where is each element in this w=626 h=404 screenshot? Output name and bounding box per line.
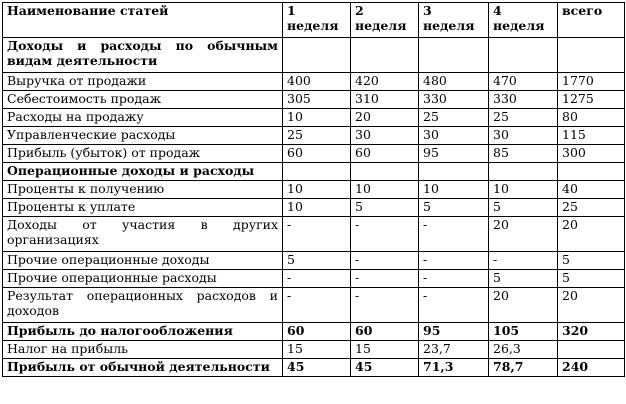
table-row	[3, 73, 625, 91]
cell-week-4: 470	[489, 73, 558, 91]
row-label: Результат операционных расходов и доходов	[3, 288, 283, 323]
cell-week-2: 60	[351, 323, 419, 341]
cell-total: 115	[558, 127, 625, 145]
cell-week-4	[489, 38, 558, 73]
cell-total	[558, 341, 625, 359]
cell-week-4: 20	[489, 288, 558, 323]
cell-week-1	[283, 163, 351, 181]
row-label: Расходы на продажу	[3, 109, 283, 127]
cell-week-1	[283, 38, 351, 73]
row-label: Себестоимость продаж	[3, 91, 283, 109]
row-label: Доходы и расходы по обычным видам деятельности	[3, 38, 283, 73]
cell-total: 20	[558, 288, 625, 323]
row-label: Налог на прибыль	[3, 341, 283, 359]
cell-week-3: 480	[419, 73, 489, 91]
table-body	[3, 38, 625, 377]
cell-week-1: 15	[283, 341, 351, 359]
cell-total: 5	[558, 252, 625, 270]
cell-week-2: 310	[351, 91, 419, 109]
cell-week-1: 400	[283, 73, 351, 91]
cell-week-2: -	[351, 288, 419, 323]
cell-week-2: 30	[351, 127, 419, 145]
cell-week-1: 10	[283, 109, 351, 127]
cell-week-4: 78,7	[489, 359, 558, 377]
cell-total: 300	[558, 145, 625, 163]
cell-week-4: 330	[489, 91, 558, 109]
cell-week-4: -	[489, 252, 558, 270]
cell-week-1: 60	[283, 145, 351, 163]
financial-table	[2, 2, 625, 377]
cell-week-4: 85	[489, 145, 558, 163]
cell-total	[558, 163, 625, 181]
table-row	[3, 217, 625, 252]
cell-week-3: -	[419, 217, 489, 252]
table-row	[3, 163, 625, 181]
cell-week-2: 5	[351, 199, 419, 217]
cell-week-1: 10	[283, 199, 351, 217]
cell-week-4: 20	[489, 217, 558, 252]
cell-week-1: 10	[283, 181, 351, 199]
cell-week-2: -	[351, 270, 419, 288]
cell-week-3: 95	[419, 145, 489, 163]
header-week-1: 1 неделя	[283, 3, 351, 38]
cell-week-2: 60	[351, 145, 419, 163]
cell-week-2	[351, 163, 419, 181]
cell-week-4: 25	[489, 109, 558, 127]
table-row	[3, 181, 625, 199]
cell-week-3: 71,3	[419, 359, 489, 377]
cell-week-3: 5	[419, 199, 489, 217]
cell-week-3: -	[419, 252, 489, 270]
cell-total: 20	[558, 217, 625, 252]
header-week-3: 3 неделя	[419, 3, 489, 38]
cell-week-2: 420	[351, 73, 419, 91]
cell-total	[558, 38, 625, 73]
cell-week-4: 26,3	[489, 341, 558, 359]
cell-week-2: 15	[351, 341, 419, 359]
cell-week-2: -	[351, 252, 419, 270]
cell-week-2: 20	[351, 109, 419, 127]
cell-total: 25	[558, 199, 625, 217]
row-label: Операционные доходы и расходы	[3, 163, 283, 181]
cell-week-1: -	[283, 288, 351, 323]
row-label: Управленческие расходы	[3, 127, 283, 145]
header-week-2: 2 неделя	[351, 3, 419, 38]
row-label: Проценты к уплате	[3, 199, 283, 217]
cell-total: 1275	[558, 91, 625, 109]
cell-week-1: 305	[283, 91, 351, 109]
cell-week-4: 30	[489, 127, 558, 145]
row-label: Прибыль от обычной деятельности	[3, 359, 283, 377]
cell-week-4: 10	[489, 181, 558, 199]
cell-week-1: -	[283, 270, 351, 288]
table-row	[3, 359, 625, 377]
row-label: Прочие операционные доходы	[3, 252, 283, 270]
cell-week-3	[419, 38, 489, 73]
table-row	[3, 323, 625, 341]
header-week-4: 4 неделя	[489, 3, 558, 38]
cell-week-2: 45	[351, 359, 419, 377]
table-row	[3, 38, 625, 73]
row-label: Прочие операционные расходы	[3, 270, 283, 288]
table-row	[3, 270, 625, 288]
row-label: Выручка от продажи	[3, 73, 283, 91]
cell-week-1: 45	[283, 359, 351, 377]
cell-week-3: 10	[419, 181, 489, 199]
cell-week-3: 25	[419, 109, 489, 127]
table-row	[3, 341, 625, 359]
cell-week-2	[351, 38, 419, 73]
cell-total: 40	[558, 181, 625, 199]
cell-week-3: -	[419, 270, 489, 288]
table-row	[3, 288, 625, 323]
cell-week-2: 10	[351, 181, 419, 199]
table-row	[3, 127, 625, 145]
table-row	[3, 199, 625, 217]
header-row	[3, 3, 625, 38]
cell-week-3: 95	[419, 323, 489, 341]
cell-week-1: 60	[283, 323, 351, 341]
table-row	[3, 109, 625, 127]
cell-total: 240	[558, 359, 625, 377]
cell-week-4: 5	[489, 270, 558, 288]
cell-week-4: 105	[489, 323, 558, 341]
cell-week-2: -	[351, 217, 419, 252]
cell-total: 320	[558, 323, 625, 341]
cell-week-3: 330	[419, 91, 489, 109]
cell-total: 80	[558, 109, 625, 127]
cell-week-3: 23,7	[419, 341, 489, 359]
cell-total: 5	[558, 270, 625, 288]
row-label: Прибыль (убыток) от продаж	[3, 145, 283, 163]
header-name: Наименование статей	[3, 3, 283, 38]
cell-week-4: 5	[489, 199, 558, 217]
cell-week-1: 25	[283, 127, 351, 145]
cell-week-4	[489, 163, 558, 181]
table-row	[3, 145, 625, 163]
cell-total: 1770	[558, 73, 625, 91]
row-label: Доходы от участия в других организациях	[3, 217, 283, 252]
row-label: Проценты к получению	[3, 181, 283, 199]
cell-week-3: -	[419, 288, 489, 323]
table-row	[3, 91, 625, 109]
header-total: всего	[558, 3, 625, 38]
cell-week-1: 5	[283, 252, 351, 270]
row-label: Прибыль до налогообложения	[3, 323, 283, 341]
cell-week-1: -	[283, 217, 351, 252]
cell-week-3: 30	[419, 127, 489, 145]
cell-week-3	[419, 163, 489, 181]
table-row	[3, 252, 625, 270]
